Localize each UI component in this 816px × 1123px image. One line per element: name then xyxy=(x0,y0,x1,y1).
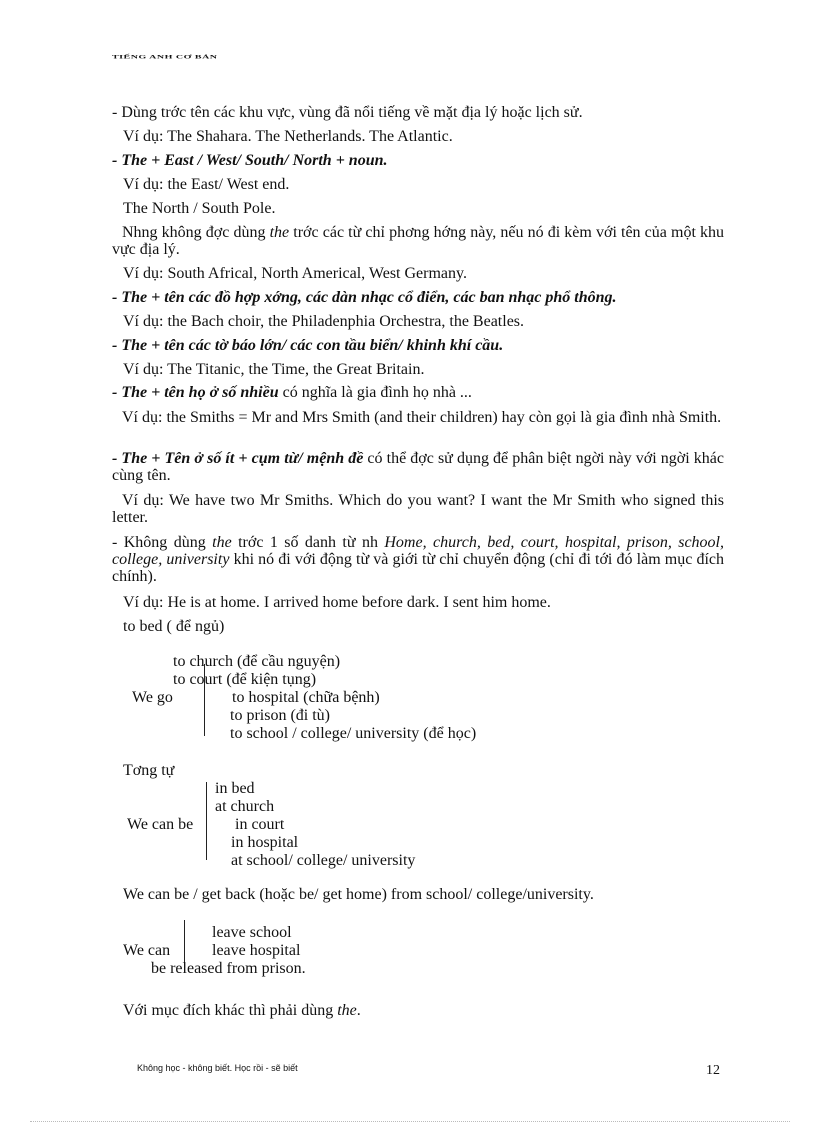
footer-motto: Không học - không biết. Học rồi - sẽ biết xyxy=(137,1063,298,1073)
page-number: 12 xyxy=(706,1063,720,1078)
line-16: - Không dùng the trớc 1 số danh từ nh Home, church, bed, court, hospital, prison, school, college, university khi nó đi với động từ và giới từ chỉ chuyển động (chỉ đi tới đó làm mục đích chính). xyxy=(112,534,724,585)
can-be-item: in court xyxy=(235,816,285,833)
we-can-item: be released from prison. xyxy=(151,960,306,977)
can-be-bracket xyxy=(206,782,207,860)
line-back: We can be / get back (hoặc be/ get home) from school/ college/university. xyxy=(123,886,594,903)
line-10: - The + tên các tờ báo lớn/ các con tầu biển/ khinh khí cầu. xyxy=(112,337,504,354)
bottom-divider xyxy=(30,1121,790,1122)
we-go-item: to court (để kiện tụng) xyxy=(173,671,317,688)
can-be-item: in hospital xyxy=(231,834,299,851)
line-14: - The + Tên ở số ít + cụm từ/ mệnh đề có thể đợc sử dụng để phân biệt ngời này với ngời khác cùng tên. xyxy=(112,450,725,484)
can-be-subject: We can be xyxy=(127,816,194,833)
can-be-item: in bed xyxy=(215,780,255,797)
we-can-subject: We can xyxy=(123,942,171,959)
line-3: - The + East / West/ South/ North + noun. xyxy=(112,152,388,169)
line-9: Ví dụ: the Bach choir, the Philadenphia Orchestra, the Beatles. xyxy=(123,313,525,330)
line-2: Ví dụ: The Shahara. The Netherlands. The Atlantic. xyxy=(123,128,453,145)
we-go-item: to prison (đi tù) xyxy=(230,707,330,724)
line-11: Ví dụ: The Titanic, the Time, the Great Britain. xyxy=(123,361,425,378)
line-5: The North / South Pole. xyxy=(123,200,276,217)
line-17: Ví dụ: He is at home. I arrived home before dark. I sent him home. xyxy=(123,594,551,611)
line-6: Nhng không đợc dùng the trớc các từ chỉ phơng hớng này, nếu nó đi kèm với tên của một khu vực địa lý. xyxy=(112,224,725,258)
line-13: Ví dụ: the Smiths = Mr and Mrs Smith (and their children) hay còn gọi là gia đình nhà Smith. xyxy=(122,409,722,426)
line-12: - The + tên họ ở số nhiều có nghĩa là gia đình họ nhà ... xyxy=(112,384,472,401)
line-18: to bed ( để ngủ) xyxy=(123,618,225,635)
line-8: - The + tên các đồ hợp xớng, các dàn nhạc cổ điển, các ban nhạc phổ thông. xyxy=(112,289,617,306)
we-go-item: to school / college/ university (để học) xyxy=(230,725,477,742)
tuong-tu-label: Tơng tự xyxy=(123,762,175,779)
we-go-subject: We go xyxy=(132,689,173,706)
we-go-item: to church (để cầu nguyện) xyxy=(173,653,341,670)
line-15: Ví dụ: We have two Mr Smiths. Which do you want? I want the Mr Smith who signed this letter. xyxy=(112,492,724,526)
we-can-item: leave school xyxy=(212,924,292,941)
we-can-item: leave hospital xyxy=(212,942,301,959)
page-header: TIẾNG ANH CƠ BẢN xyxy=(112,54,218,61)
we-go-item: to hospital (chữa bệnh) xyxy=(232,689,380,706)
last-line: Với mục đích khác thì phải dùng the. xyxy=(123,1002,361,1019)
line-7: Ví dụ: South Africal, North Americal, West Germany. xyxy=(123,265,467,282)
can-be-item: at church xyxy=(215,798,275,815)
line-1: - Dùng trớc tên các khu vực, vùng đã nổi tiếng về mặt địa lý hoặc lịch sử. xyxy=(112,104,583,121)
line-4: Ví dụ: the East/ West end. xyxy=(123,176,290,193)
can-be-item: at school/ college/ university xyxy=(231,852,416,869)
